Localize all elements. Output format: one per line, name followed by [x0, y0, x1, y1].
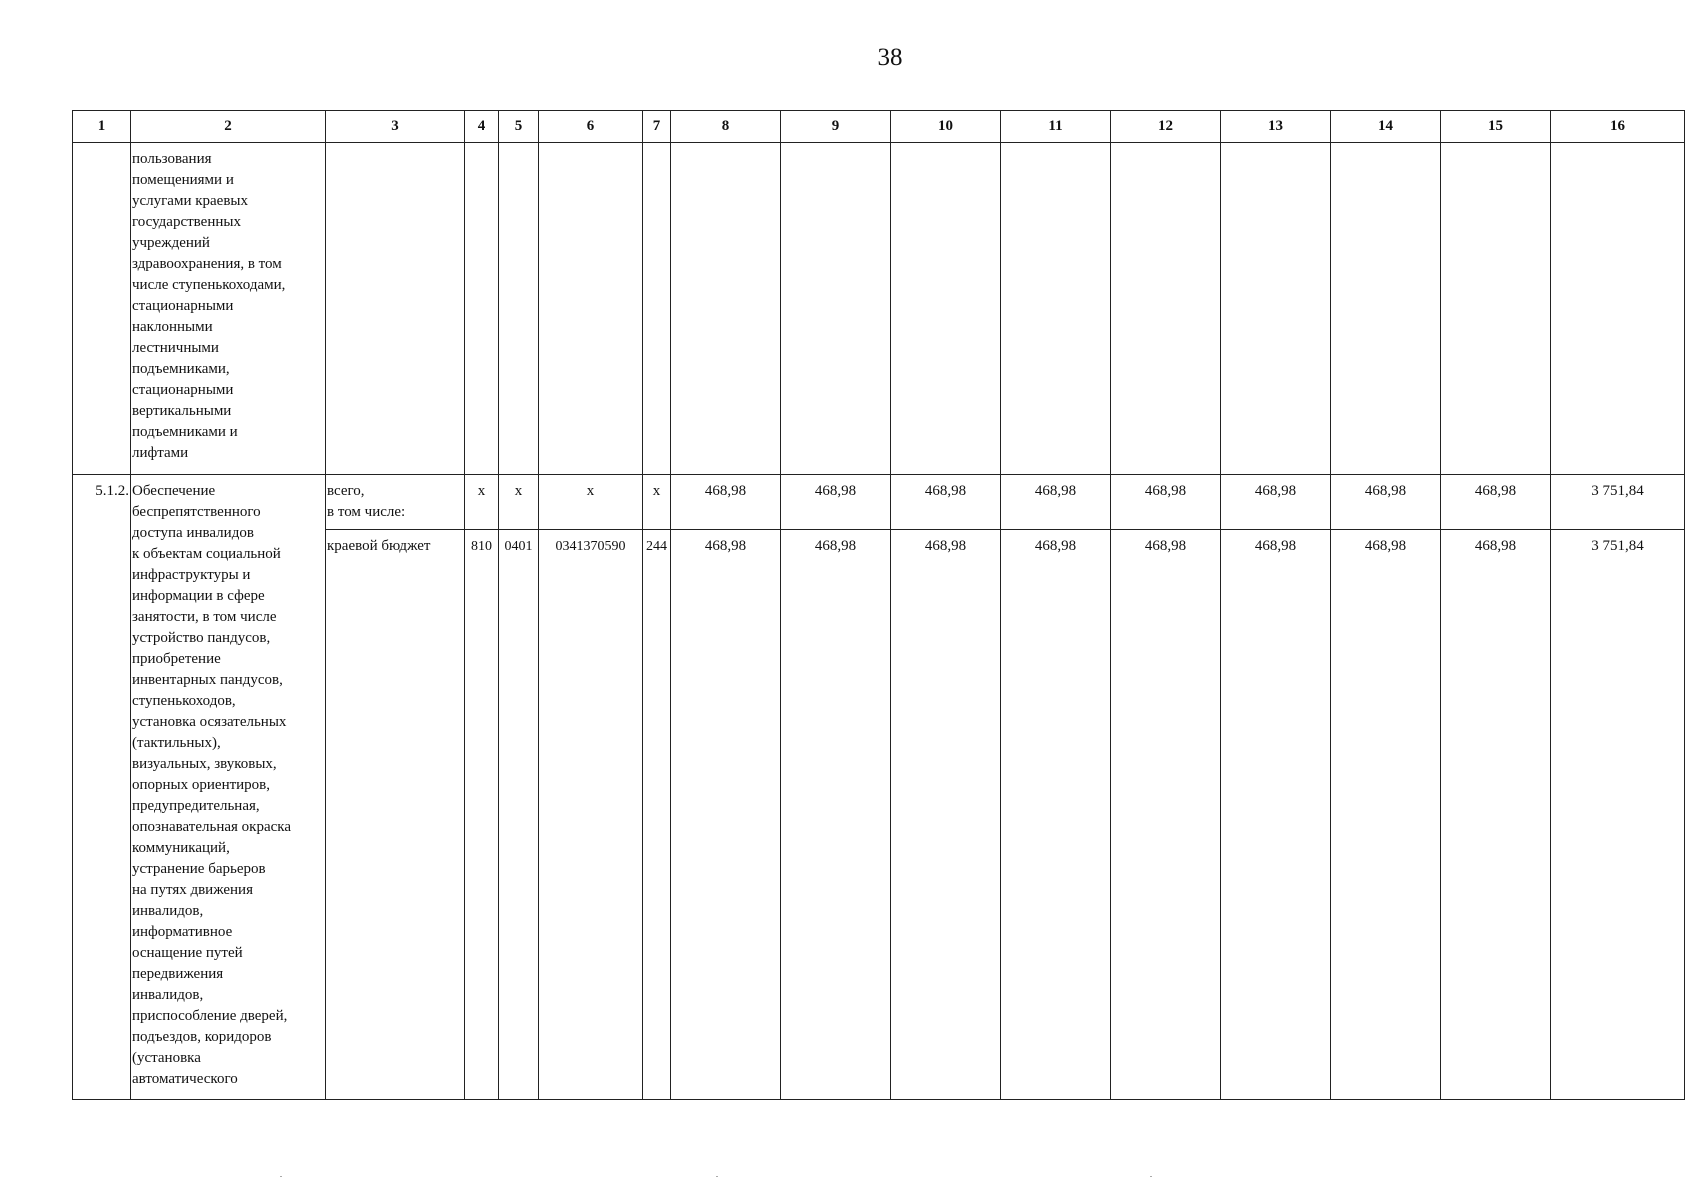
- amount-cell: 468,98: [1001, 475, 1111, 530]
- table-cell: х: [539, 475, 643, 530]
- amount-cell: 468,98: [1441, 475, 1551, 530]
- budget-table: [72, 110, 1685, 1100]
- continuation-description: пользования помещениями и услугами краевых государственных учреждений здравоохранения, в том числе ступенькоходами, стационарными наклонными лестничными подъемниками, стационарными вертикальными подъемниками и лифтами: [131, 143, 326, 475]
- amount-cell: 468,98: [1331, 475, 1441, 530]
- code-cell: 0401: [499, 530, 539, 1100]
- table-cell: х: [643, 475, 671, 530]
- row-number-cell: [73, 143, 131, 475]
- amount-cell: 468,98: [1111, 530, 1221, 1100]
- header-cell: 2: [131, 111, 326, 143]
- amount-cell: 468,98: [671, 475, 781, 530]
- header-cell: 6: [539, 111, 643, 143]
- header-cell: 11: [1001, 111, 1111, 143]
- header-cell: 13: [1221, 111, 1331, 143]
- code-cell: 0341370590: [539, 530, 643, 1100]
- item-description: Обеспечение беспрепятственного доступа инвалидов к объектам социальной инфраструктуры и информации в сфере занятости, в том числе устройство пандусов, приобретение инвентарных пандусов, ступенькоходов, установка осязательных (тактильных), визуальных, звуковых, опорных ориентиров, предупредительная, опознавательная окраска коммуникаций, устранение барьеров на путях движения инвалидов, информативное оснащение путей передвижения инвалидов, приспособление дверей, подъездов, коридоров (установка автоматического: [131, 475, 326, 1100]
- amount-cell: 468,98: [1331, 530, 1441, 1100]
- scan-marks: [0, 1176, 1688, 1178]
- item-total-row: [73, 475, 1685, 530]
- funding-source-budget: краевой бюджет: [326, 530, 465, 1100]
- header-cell: 8: [671, 111, 781, 143]
- amount-cell: 468,98: [1441, 530, 1551, 1100]
- page-number: 38: [877, 44, 903, 71]
- amount-cell: 468,98: [1111, 475, 1221, 530]
- total-amount-cell: 3 751,84: [1551, 475, 1685, 530]
- continuation-row: [73, 143, 1685, 475]
- funding-source-total: всего, в том числе:: [326, 475, 465, 530]
- item-number: 5.1.2.: [73, 475, 131, 1100]
- amount-cell: 468,98: [1001, 530, 1111, 1100]
- table-header-row: [73, 111, 1685, 143]
- total-amount-cell: 3 751,84: [1551, 530, 1685, 1100]
- code-cell: 244: [643, 530, 671, 1100]
- code-cell: 810: [465, 530, 499, 1100]
- amount-cell: 468,98: [1221, 475, 1331, 530]
- header-cell: 12: [1111, 111, 1221, 143]
- table-cell: х: [499, 475, 539, 530]
- header-cell: 15: [1441, 111, 1551, 143]
- amount-cell: 468,98: [891, 530, 1001, 1100]
- header-cell: 4: [465, 111, 499, 143]
- header-cell: 14: [1331, 111, 1441, 143]
- header-cell: 7: [643, 111, 671, 143]
- header-cell: 10: [891, 111, 1001, 143]
- amount-cell: 468,98: [891, 475, 1001, 530]
- amount-cell: 468,98: [781, 475, 891, 530]
- amount-cell: 468,98: [1221, 530, 1331, 1100]
- amount-cell: 468,98: [781, 530, 891, 1100]
- header-cell: 3: [326, 111, 465, 143]
- header-cell: 5: [499, 111, 539, 143]
- amount-cell: 468,98: [671, 530, 781, 1100]
- header-cell: 9: [781, 111, 891, 143]
- header-cell: 16: [1551, 111, 1685, 143]
- header-cell: 1: [73, 111, 131, 143]
- table-cell: х: [465, 475, 499, 530]
